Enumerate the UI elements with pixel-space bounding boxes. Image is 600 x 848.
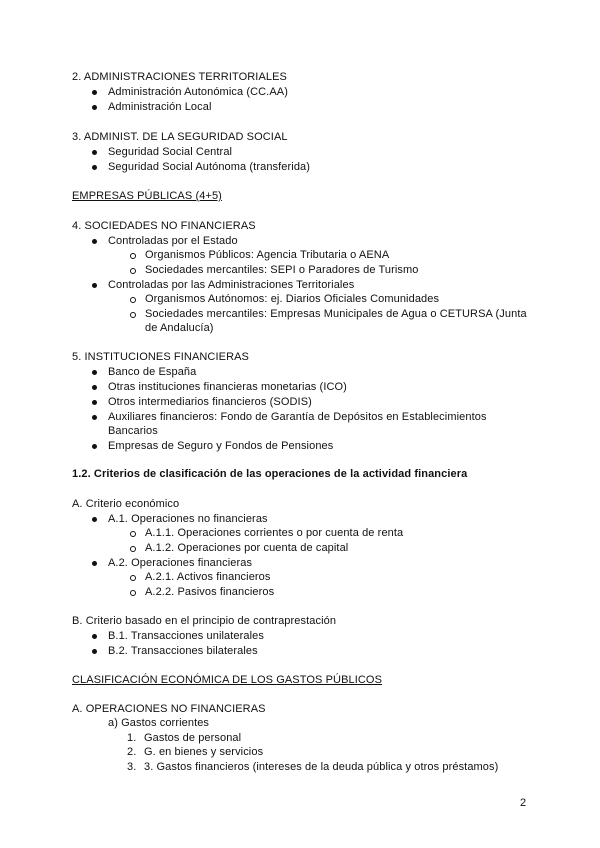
bullet-icon [92,561,97,566]
bullet-icon [92,649,97,654]
list-item: Auxiliares financieros: Fondo de Garantía de Depósitos en Establecimientos [108,411,487,423]
list-item: A.2.2. Pasivos financieros [145,586,275,598]
list-item: A.1.2. Operaciones por cuenta de capital [145,542,349,554]
circle-bullet-icon [130,575,136,581]
list-item: A.2. Operaciones financieras [108,557,253,569]
section-4-heading: 4. SOCIEDADES NO FINANCIERAS [72,220,256,232]
list-item: A.1.1. Operaciones corrientes o por cuenta de renta [145,527,404,539]
circle-bullet-icon [130,297,136,303]
bullet-icon [92,400,97,405]
subheading: a) Gastos corrientes [108,717,210,729]
list-item: Sociedades mercantiles: SEPI o Paradores de Turismo [145,264,419,276]
list-item: Organismos Públicos: Agencia Tributaria o AENA [145,249,390,261]
circle-bullet-icon [130,546,136,552]
list-item: Administración Autonómica (CC.AA) [108,86,288,98]
section-2-heading: 2. ADMINISTRACIONES TERRITORIALES [72,71,287,83]
bullet-icon [92,385,97,390]
circle-bullet-icon [130,253,136,259]
empresas-heading: EMPRESAS PÚBLICAS (4+5) [72,190,222,202]
list-item: Organismos Autónomos: ej. Diarios Oficiales Comunidades [145,293,440,305]
list-item: A.1. Operaciones no financieras [108,513,268,525]
operaciones-heading: A. OPERACIONES NO FINANCIERAS [72,703,266,715]
list-item: Sociedades mercantiles: Empresas Municipales de Agua o CETURSA (Junta [145,308,527,320]
list-item-continuation: Bancarios [108,425,158,437]
bullet-icon [92,370,97,375]
list-item: Banco de España [108,366,197,378]
list-item: Otros intermediarios financieros (SODIS) [108,396,312,408]
bullet-icon [92,444,97,449]
list-item: Gastos de personal [144,732,242,744]
bullet-icon [92,517,97,522]
bullet-icon [92,415,97,420]
bullet-icon [92,283,97,288]
list-item: 3. Gastos financieros (intereses de la deuda pública y otros préstamos) [144,761,499,773]
list-number: 2. [127,746,137,758]
list-number: 3. [127,761,137,773]
list-item: Empresas de Seguro y Fondos de Pensiones [108,440,334,452]
list-item: Seguridad Social Central [108,146,233,158]
circle-bullet-icon [130,268,136,274]
bullet-icon [92,239,97,244]
bullet-icon [92,90,97,95]
circle-bullet-icon [130,531,136,537]
bullet-icon [92,150,97,155]
bullet-icon [92,105,97,110]
list-item-continuation: de Andalucía) [145,322,214,334]
section-5-heading: 5. INSTITUCIONES FINANCIERAS [72,351,249,363]
circle-bullet-icon [130,590,136,596]
list-item: Controladas por el Estado [108,235,238,247]
list-item: Controladas por las Administraciones Territoriales [108,279,355,291]
section-1-2-heading: 1.2. Criterios de clasificación de las operaciones de la actividad financiera [72,468,468,480]
list-number: 1. [127,732,137,744]
section-3-heading: 3. ADMINIST. DE LA SEGURIDAD SOCIAL [72,131,288,143]
clasificacion-heading: CLASIFICACIÓN ECONÓMICA DE LOS GASTOS PÚBLICOS [72,674,383,686]
list-item: A.2.1. Activos financieros [145,571,271,583]
criterio-a-heading: A. Criterio económico [72,498,180,510]
list-item: Administración Local [108,101,212,113]
bullet-icon [92,165,97,170]
list-item: B.2. Transacciones bilaterales [108,645,258,657]
list-item: Otras instituciones financieras monetarias (ICO) [108,381,347,393]
circle-bullet-icon [130,312,136,318]
list-item: G. en bienes y servicios [144,746,264,758]
criterio-b-heading: B. Criterio basado en el principio de contraprestación [72,615,337,627]
list-item: Seguridad Social Autónoma (transferida) [108,161,311,173]
list-item: B.1. Transacciones unilaterales [108,630,264,642]
page-number: 2 [520,797,527,809]
bullet-icon [92,634,97,639]
